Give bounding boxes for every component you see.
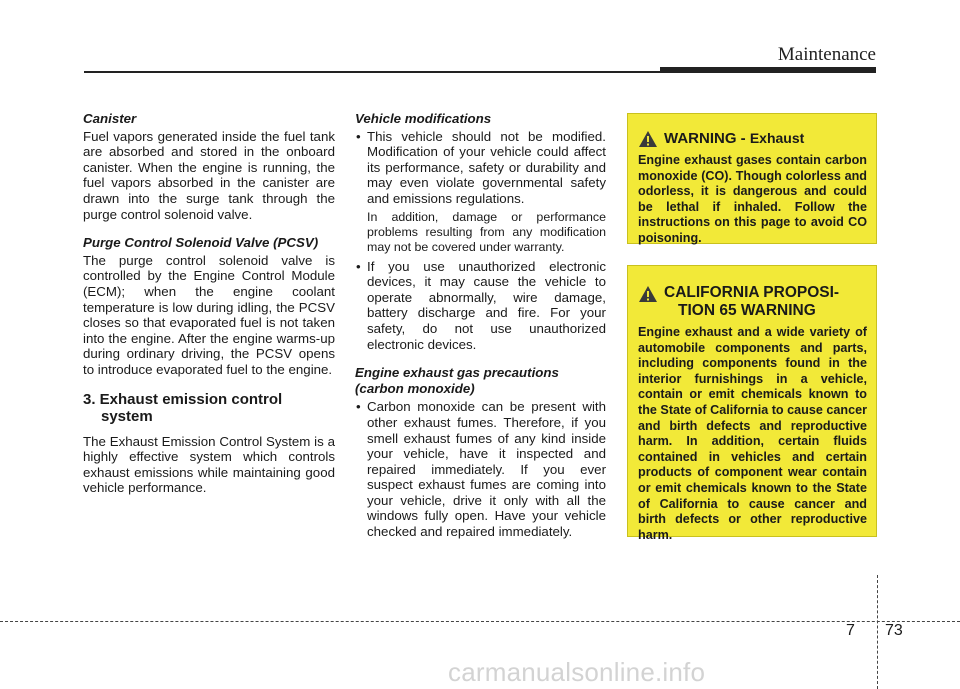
warning-exhaust-text: Engine exhaust gases contain carbon monoxide (CO). Though colorless and odorless, it is dangerous and could be lethal if inhaled. Follow the instructions on this page to avoid CO poisoning.: [638, 153, 867, 245]
warning-exhaust-header: [638, 121, 867, 148]
page-header-title: Maintenance: [777, 44, 876, 65]
vehicle-mod-heading: Vehicle modifications: [355, 111, 492, 126]
footer-divider: [877, 575, 878, 689]
header-rule: [84, 71, 660, 73]
warning-exhaust-subtitle: Exhaust: [749, 130, 805, 146]
canister-text: Fuel vapors generated inside the fuel tank are absorbed and stored in the onboard canister. When the engine is running, the fuel vapors absorbed in the canister are drawn into the surge tank through the purge control solenoid valve.: [83, 128, 335, 222]
warning-prop65-title-line2: TION 65 WARNING: [678, 302, 816, 319]
warning-prop65-title-line1: CALIFORNIA PROPOSI-: [664, 284, 840, 301]
warning-exhaust-title-main: WARNING -: [664, 130, 750, 147]
page-number: 73: [885, 622, 903, 639]
exhaust-system-title-line1: 3. Exhaust emission control: [83, 390, 283, 408]
pcsv-text: The purge control solenoid valve is controlled by the Engine Control Module (ECM); when the engine coolant temperature is low during idling, the PCSV closes so that evaporated fuel is not taken into the engine. After the engine warms-up during ordinary driving, the PCSV opens to introduce evaporated fuel to the engine.: [83, 252, 335, 377]
footer-rule: [0, 621, 960, 622]
vehicle-mod-bullet-1: [355, 129, 606, 207]
warning-prop65-text: Engine exhaust and a wide variety of automobile components and parts, including components found in the interior furnishings in a vehicle, contain or emit chemicals known to the State of California to cause cancer and birth defects and reproductive harm. In addition, certain fluids contained in vehicles and certain products of component wear contain or emit chemicals known to the State of California to cause cancer and birth defects or other reproductive harm.: [638, 325, 867, 542]
exhaust-gas-bullet-1-text: Carbon monoxide can be present with other exhaust fumes. Therefore, if you smell exhaust fumes of any kind inside your vehicle, have it inspected and repaired immediately. If you ever suspect exhaust fumes are coming into your vehicle, drive it only with all the windows fully open. Have your vehicle checked and repaired immediately.: [367, 399, 606, 540]
warning-exhaust-title: [664, 129, 804, 148]
vehicle-mod-bullet-2-text: If you use unauthorized electronic devices, it may cause the vehicle to operate abnormally, wire damage, battery discharge and fire. For your safety, do not use unauthorized electronic devices.: [367, 258, 606, 352]
warning-exhaust-box: [627, 113, 877, 244]
bullet-dot: •: [356, 128, 361, 144]
exhaust-system-text: The Exhaust Emission Control System is a highly effective system which controls exhaust emissions while maintaining good vehicle performance.: [83, 433, 335, 496]
chapter-number: 7: [846, 622, 855, 639]
vehicle-mod-bullet-1-sub: In addition, damage or performance problems resulting from any modification may not be covered under warranty.: [367, 209, 606, 254]
exhaust-gas-heading-line2: (carbon monoxide): [355, 380, 475, 396]
vehicle-mod-bullet-1-text: This vehicle should not be modified. Modification of your vehicle could affect its performance, safety or durability and may even violate governmental safety and emissions regulations.: [367, 128, 606, 206]
exhaust-gas-bullet-1: [355, 399, 606, 539]
vehicle-mod-bullet-2: [355, 259, 606, 353]
warning-triangle-icon: [638, 285, 658, 303]
header-rule-bold: [660, 67, 876, 73]
canister-heading: Canister: [83, 111, 137, 126]
warning-prop65-box: [627, 265, 877, 542]
exhaust-gas-heading: [355, 365, 606, 396]
warning-prop65-header: [638, 273, 867, 320]
bullet-dot: •: [356, 399, 361, 415]
exhaust-system-title: [83, 391, 335, 425]
watermark-text: carmanualsonline.info: [448, 657, 706, 687]
bullet-dot: •: [356, 258, 361, 274]
left-column: [83, 111, 335, 509]
middle-column: [355, 111, 606, 543]
warning-prop65-title: [664, 284, 839, 320]
pcsv-heading: Purge Control Solenoid Valve (PCSV): [83, 235, 319, 251]
exhaust-system-title-line2: system: [101, 407, 153, 425]
exhaust-gas-heading-line1: Engine exhaust gas precautions: [355, 365, 559, 381]
warning-triangle-icon: [638, 130, 658, 148]
